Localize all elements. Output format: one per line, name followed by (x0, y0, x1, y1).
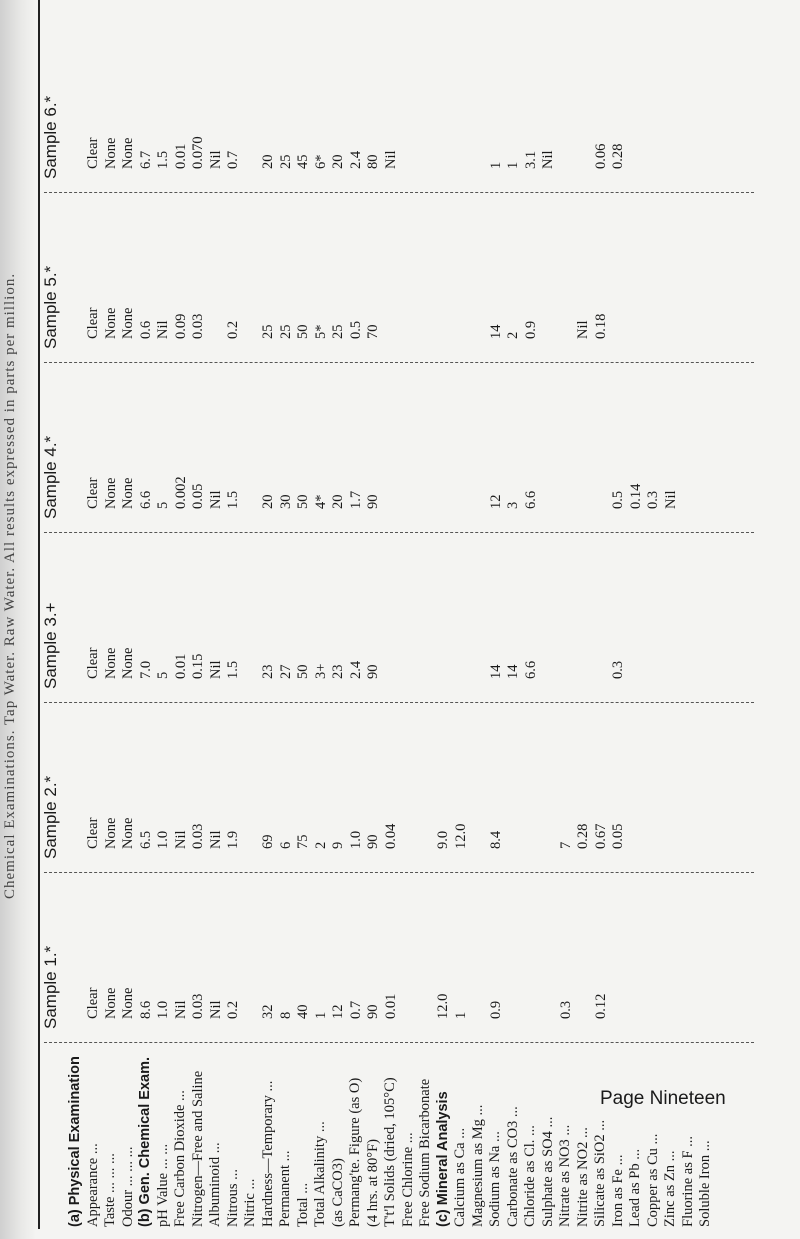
sample-value: None (120, 647, 136, 679)
sample-value: None (120, 477, 136, 509)
row-label: Magnesium as Mg ... (469, 1104, 486, 1227)
sample-value: 1 (452, 1011, 469, 1019)
results-table (40, 0, 780, 1239)
sample-value: None (102, 817, 119, 849)
sample-value: 32 (260, 1004, 276, 1019)
sample-value: 1.7 (347, 490, 364, 509)
sample-value: Clear (85, 647, 101, 679)
sample-value: Clear (85, 987, 101, 1019)
sample-value: Clear (85, 307, 101, 339)
row-label: Chloride as Cl. ... (522, 1125, 538, 1227)
sample-value: 20 (260, 494, 276, 509)
sample-value: 0.12 (592, 993, 609, 1019)
column-separator (44, 532, 754, 533)
row-label: T't'l Solids (dried, 105°C) (382, 1077, 398, 1227)
sample-value: 50 (295, 664, 311, 679)
sample-title: Sample 6.* (41, 95, 60, 179)
sample-value: 30 (277, 494, 294, 509)
sample-value: 70 (365, 324, 381, 339)
sample-value: 0.3 (645, 490, 661, 509)
sample-value: 0.9 (487, 1000, 504, 1019)
sample-title: Sample 3.+ (41, 602, 60, 689)
sample-value: 0.2 (225, 320, 241, 339)
sample-value: 0.05 (190, 483, 206, 509)
row-label: Odour ... ... ... (119, 1146, 136, 1227)
sample-value: 1.0 (155, 1000, 171, 1019)
sample-value: None (102, 307, 119, 339)
sample-value: 0.01 (172, 653, 189, 679)
sample-value: 5 (155, 501, 171, 509)
row-label: Total ... (294, 1182, 311, 1227)
row-label: Silicate as SiO2 ... (592, 1119, 608, 1227)
sample-value: 3.1 (522, 150, 539, 169)
sample-value: 7.0 (137, 660, 154, 679)
sample-value: 25 (277, 324, 294, 339)
sample-value: None (102, 477, 119, 509)
sample-value: Nil (207, 1000, 224, 1019)
column-separator (44, 1042, 754, 1043)
sample-value: 0.03 (190, 993, 206, 1019)
sample-value: 2.4 (347, 150, 364, 169)
sample-value: 0.5 (610, 490, 626, 509)
sample-value: 0.67 (592, 823, 609, 849)
row-label: (4 hrs. at 80°F) (364, 1139, 381, 1227)
sample-value: 90 (365, 494, 381, 509)
sample-value: 0.14 (627, 483, 644, 509)
sample-value: 1.5 (155, 150, 171, 169)
sample-value: 23 (260, 664, 276, 679)
section-heading: (a) Physical Examination (67, 1056, 83, 1227)
sample-value: 20 (330, 494, 346, 509)
sample-value: 0.6 (137, 320, 154, 339)
row-label: Nitrogen—Free and Saline (189, 1070, 206, 1227)
row-label: Permang'te. Figure (as O) (347, 1077, 363, 1227)
sample-title: Sample 5.* (41, 265, 60, 349)
sample-value: 0.28 (610, 143, 626, 169)
sample-value: 90 (365, 664, 381, 679)
sample-value: Nil (540, 150, 556, 169)
sample-value: 0.9 (522, 320, 539, 339)
sample-value: 0.18 (592, 313, 609, 339)
sample-value: 6* (312, 154, 329, 169)
sample-value: None (102, 137, 119, 169)
sample-value: 6.6 (522, 660, 539, 679)
sample-title: Sample 1.* (41, 945, 60, 1029)
sample-value: 9 (330, 841, 346, 849)
sample-value: 0.070 (190, 136, 206, 169)
row-label: Copper as Cu ... (644, 1133, 661, 1227)
sample-value: 3 (505, 501, 521, 509)
row-label: Soluble Iron ... (697, 1140, 713, 1227)
sample-title: Sample 4.* (41, 435, 60, 519)
row-label: Taste ... ... ... (102, 1153, 118, 1227)
sample-value: 6.6 (137, 490, 154, 509)
row-label: Nitrite as NO2 ... (574, 1127, 591, 1227)
sample-value: 40 (295, 1004, 311, 1019)
row-label: Hardness—Temporary ... (259, 1080, 276, 1227)
row-label: Iron as Fe ... (609, 1154, 626, 1227)
sample-value: 9.0 (435, 830, 451, 849)
sample-value: 14 (487, 664, 504, 679)
column-separator (44, 702, 754, 703)
sample-value: 0.03 (190, 823, 206, 849)
sample-value: Nil (207, 830, 224, 849)
sample-value: 1 (312, 1011, 329, 1019)
sample-value: 25 (260, 324, 276, 339)
sample-value: 5* (312, 324, 329, 339)
row-label: Total Alkalinity ... (312, 1121, 328, 1227)
sample-value: 14 (505, 664, 521, 679)
sample-value: 23 (330, 664, 346, 679)
sample-value: 2.4 (347, 660, 364, 679)
sample-value: 6 (277, 841, 294, 849)
sample-value: 1.9 (225, 830, 241, 849)
sample-value: Nil (172, 1000, 189, 1019)
column-separator (44, 192, 754, 193)
row-label: Sodium as Na ... (487, 1131, 503, 1227)
sample-value: 20 (260, 154, 276, 169)
sample-value: 3+ (312, 663, 329, 679)
sample-value: 2 (505, 331, 521, 339)
row-label: Albuminoid ... (207, 1142, 223, 1227)
sample-value: 0.05 (610, 823, 626, 849)
sample-value: 0.3 (610, 660, 626, 679)
sample-value: Clear (85, 817, 101, 849)
sample-value: 0.06 (592, 143, 609, 169)
sample-value: 0.2 (225, 1000, 241, 1019)
sample-value: Clear (85, 477, 101, 509)
sample-value: Nil (207, 150, 224, 169)
sample-value: Nil (172, 830, 189, 849)
sample-value: None (120, 987, 136, 1019)
sample-value: 1 (505, 161, 521, 169)
sample-title: Sample 2.* (41, 775, 60, 859)
page-footer: Page Nineteen (600, 1088, 726, 1109)
sample-value: 12 (330, 1004, 346, 1019)
sample-value: 8.6 (137, 1000, 154, 1019)
row-label: Lead as Pb ... (627, 1148, 643, 1227)
sample-value: 27 (277, 664, 294, 679)
sample-value: 80 (365, 154, 381, 169)
column-separator (44, 872, 754, 873)
sample-value: 0.002 (172, 476, 189, 509)
row-label: Free Sodium Bicarbonate (417, 1078, 433, 1227)
sample-value: 0.7 (225, 150, 241, 169)
sample-value: None (102, 987, 119, 1019)
row-label: (as CaCO3) (329, 1158, 346, 1227)
sample-value: 6.7 (137, 150, 154, 169)
sample-value: 12 (487, 494, 504, 509)
section-heading: (b) Gen. Chemical Exam. (137, 1056, 153, 1227)
row-label: Permanent ... (277, 1150, 293, 1227)
sample-value: 8 (277, 1011, 294, 1019)
sample-value: Nil (207, 490, 224, 509)
sample-value: 14 (487, 324, 504, 339)
sample-value: Nil (207, 660, 224, 679)
sample-value: 1.5 (225, 490, 241, 509)
sample-value: 0.09 (172, 313, 189, 339)
sample-value: 1 (487, 161, 504, 169)
page-header-strip: Chemical Examinations. Tap Water. Raw Water. All results expressed in parts per million. (2, 272, 18, 899)
row-label: Sulphate as SO4 ... (539, 1116, 556, 1227)
sample-value: 90 (365, 1004, 381, 1019)
row-label: Zinc as Zn ... (662, 1150, 678, 1227)
sample-value: 5 (155, 671, 171, 679)
row-label: Nitrate as NO3 ... (557, 1124, 573, 1227)
sample-value: 20 (330, 154, 346, 169)
row-label: Calcium as Ca ... (452, 1127, 468, 1227)
sample-value: 1.0 (155, 830, 171, 849)
sample-value: None (120, 137, 136, 169)
sample-value: None (120, 817, 136, 849)
sample-value: 6.6 (522, 490, 539, 509)
row-label: Nitric ... (242, 1178, 258, 1227)
sample-value: 0.5 (347, 320, 364, 339)
sample-value: 45 (295, 154, 311, 169)
row-label: Free Chlorine ... (399, 1132, 416, 1227)
sample-value: 6.5 (137, 830, 154, 849)
row-label: Appearance ... (84, 1143, 101, 1227)
sample-value: 0.15 (190, 653, 206, 679)
sample-value: 0.3 (557, 1000, 574, 1019)
sample-value: 69 (260, 834, 276, 849)
sample-value: 0.03 (190, 313, 206, 339)
sample-value: 12.0 (452, 823, 469, 849)
row-label: Fluorine as F ... (679, 1135, 696, 1227)
sample-value: 0.01 (382, 993, 399, 1019)
sample-value: Nil (575, 320, 591, 339)
section-heading: (c) Mineral Analysis (434, 1091, 451, 1227)
sample-value: 25 (330, 324, 346, 339)
sample-value: 12.0 (435, 993, 451, 1019)
sample-value: 4* (312, 494, 329, 509)
sample-value: 1.5 (225, 660, 241, 679)
sample-value: 0.04 (382, 823, 399, 849)
sample-value: Clear (85, 137, 101, 169)
sample-value: 50 (295, 494, 311, 509)
sample-value: None (102, 647, 119, 679)
row-label: Carbonate as CO3 ... (504, 1106, 521, 1227)
sample-value: 0.01 (172, 143, 189, 169)
column-separator (44, 362, 754, 363)
sample-value: 25 (277, 154, 294, 169)
sample-value: Nil (382, 150, 399, 169)
sample-value: 75 (295, 834, 311, 849)
sample-value: 8.4 (487, 830, 504, 849)
sample-value: 2 (312, 841, 329, 849)
sample-value: 50 (295, 324, 311, 339)
sample-value: 0.28 (575, 823, 591, 849)
sample-value: Nil (155, 320, 171, 339)
sample-value: 0.7 (347, 1000, 364, 1019)
sample-value: 1.0 (347, 830, 364, 849)
row-label: pH Value ... ... (154, 1143, 171, 1227)
sample-value: 7 (557, 841, 574, 849)
sample-value: None (120, 307, 136, 339)
sample-value: 90 (365, 834, 381, 849)
row-label: Free Carbon Dioxide ... (172, 1090, 188, 1227)
sample-value: Nil (662, 490, 679, 509)
row-label: Nitrous ... (224, 1169, 241, 1227)
